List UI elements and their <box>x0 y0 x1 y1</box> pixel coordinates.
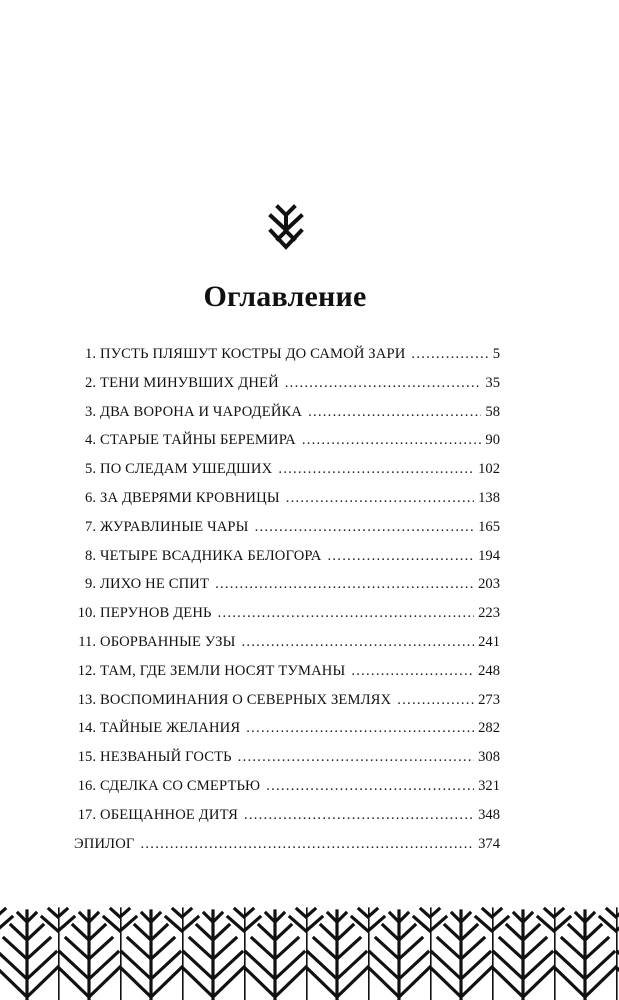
toc-entry-number: 12. <box>77 662 96 679</box>
toc-entry-title: ПУСТЬ ПЛЯШУТ КОСТРЫ ДО САМОЙ ЗАРИ <box>100 346 406 362</box>
toc-entry-number: 11. <box>78 633 96 650</box>
toc-entry-page: 138 <box>478 489 500 506</box>
toc-entry-number: 14. <box>77 720 96 737</box>
toc-entry-title: ПО СЛЕДАМ УШЕДШИХ <box>100 461 273 478</box>
toc-dot-leader <box>411 340 488 369</box>
toc-entry-title: ПЕРУНОВ ДЕНЬ <box>100 605 212 622</box>
toc-entry-page: 5 <box>492 346 500 362</box>
toc-entry-title: ДВА ВОРОНА И ЧАРОДЕЙКА <box>100 403 303 420</box>
toc-entry-page: 223 <box>478 605 500 622</box>
toc-entry[interactable] <box>74 743 500 772</box>
toc-entry-title: СТАРЫЕ ТАЙНЫ БЕРЕМИРА <box>100 432 296 449</box>
toc-entry[interactable] <box>74 657 500 686</box>
toc-entry-page: 165 <box>478 518 500 535</box>
toc-entry[interactable] <box>74 513 500 542</box>
toc-dot-leader <box>278 455 474 484</box>
toc-dot-leader <box>285 369 482 398</box>
toc-entry-title: ЗА ДВЕРЯМИ КРОВНИЦЫ <box>100 489 280 506</box>
toc-entry-title: ОБЕЩАННОЕ ДИТЯ <box>100 806 238 823</box>
toc-entry-number: 17. <box>77 806 96 823</box>
toc-entry-title: ВОСПОМИНАНИЯ О СЕВЕРНЫХ ЗЕМЛЯХ <box>100 691 392 708</box>
toc-entry-number: 10. <box>77 605 96 622</box>
toc-entry[interactable] <box>74 830 500 859</box>
toc-dot-leader <box>255 513 475 542</box>
toc-dot-leader <box>215 570 474 599</box>
toc-dot-leader <box>328 542 475 571</box>
toc-entry-number: 4. <box>85 432 96 449</box>
toc-entry-title: НЕЗВАНЫЙ ГОСТЬ <box>100 749 232 766</box>
toc-entry-title: ЖУРАВЛИНЫЕ ЧАРЫ <box>100 518 249 535</box>
toc-dot-leader <box>302 426 482 455</box>
toc-dot-leader <box>286 484 474 513</box>
toc-entry-page: 348 <box>478 806 500 823</box>
toc-dot-leader <box>238 743 474 772</box>
table-of-contents <box>74 340 500 858</box>
toc-entry-number: 13. <box>77 691 96 708</box>
toc-entry[interactable] <box>74 801 500 830</box>
toc-entry-page: 194 <box>478 547 500 564</box>
toc-entry-title: ЧЕТЫРЕ ВСАДНИКА БЕЛОГОРА <box>100 547 322 564</box>
toc-entry-title: ЭПИЛОГ <box>74 835 135 852</box>
toc-entry-number: 5. <box>85 461 96 478</box>
toc-entry[interactable] <box>74 369 500 398</box>
toc-entry[interactable] <box>74 628 500 657</box>
toc-entry-page: 35 <box>485 374 500 391</box>
toc-entry-number: 3. <box>85 403 96 420</box>
toc-entry-title: ЛИХО НЕ СПИТ <box>100 576 210 593</box>
toc-entry[interactable] <box>74 714 500 743</box>
toc-entry-number: 7. <box>85 518 96 535</box>
toc-entry[interactable] <box>74 542 500 571</box>
toc-entry-title: СДЕЛКА СО СМЕРТЬЮ <box>100 777 261 794</box>
toc-dot-leader <box>218 599 475 628</box>
toc-entry-title: ОБОРВАННЫЕ УЗЫ <box>100 633 236 650</box>
toc-entry-page: 241 <box>478 633 500 650</box>
toc-entry[interactable] <box>74 455 500 484</box>
toc-dot-leader <box>397 686 474 715</box>
toc-dot-leader <box>266 772 474 801</box>
toc-entry-title: ТАМ, ГДЕ ЗЕМЛИ НОСЯТ ТУМАНЫ <box>100 662 346 679</box>
toc-entry[interactable] <box>74 426 500 455</box>
toc-entry[interactable] <box>74 570 500 599</box>
toc-entry[interactable] <box>74 686 500 715</box>
toc-dot-leader <box>141 830 475 859</box>
toc-entry[interactable] <box>74 484 500 513</box>
toc-entry-page: 282 <box>478 720 500 737</box>
toc-dot-leader <box>241 628 474 657</box>
slavic-ornament-icon <box>265 203 307 255</box>
toc-entry-number: 9. <box>85 576 96 593</box>
slavic-pattern-border <box>0 905 619 1000</box>
toc-entry[interactable] <box>74 599 500 628</box>
toc-entry-page: 90 <box>485 432 500 449</box>
toc-entry-page: 308 <box>478 749 500 766</box>
toc-entry[interactable] <box>74 772 500 801</box>
toc-entry-page: 102 <box>478 461 500 478</box>
toc-entry-number: 2. <box>85 374 96 391</box>
toc-entry-title: ТЕНИ МИНУВШИХ ДНЕЙ <box>100 374 279 391</box>
toc-entry-page: 374 <box>478 835 500 852</box>
toc-entry-number: 6. <box>85 489 96 506</box>
toc-dot-leader <box>308 398 481 427</box>
toc-entry[interactable] <box>74 340 500 369</box>
toc-entry-number: 15. <box>77 749 96 766</box>
toc-entry-number: 8. <box>85 547 96 564</box>
toc-title: Оглавление <box>203 280 367 313</box>
toc-entry-number: 16. <box>77 777 96 794</box>
toc-entry-page: 273 <box>478 691 500 708</box>
toc-entry-title: ТАЙНЫЕ ЖЕЛАНИЯ <box>100 720 241 737</box>
toc-dot-leader <box>351 657 474 686</box>
toc-entry[interactable] <box>74 398 500 427</box>
toc-entry-number: 1. <box>85 346 96 362</box>
toc-entry-page: 248 <box>478 662 500 679</box>
toc-entry-page: 58 <box>485 403 500 420</box>
toc-dot-leader <box>244 801 474 830</box>
toc-entry-page: 203 <box>478 576 500 593</box>
toc-dot-leader <box>246 714 474 743</box>
toc-entry-page: 321 <box>478 777 500 794</box>
